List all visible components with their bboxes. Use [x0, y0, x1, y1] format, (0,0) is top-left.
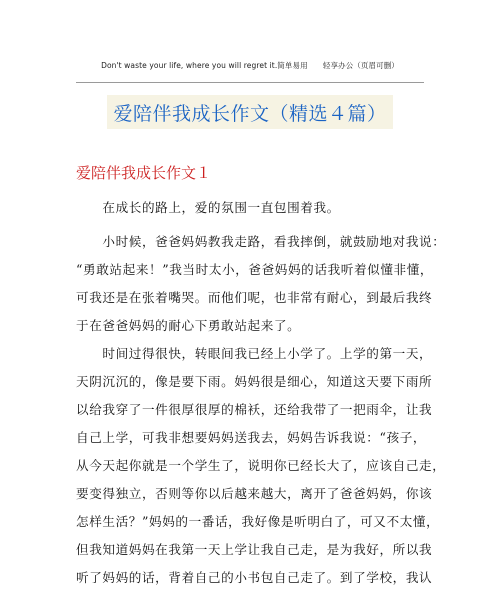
paragraph-line: 以给我穿了一件很厚很厚的棉袄，还给我带了一把雨伞，让我 — [76, 402, 433, 417]
paragraph-line: 怎样生活？”妈妈的一番话，我好像是听明白了，可又不太懂， — [76, 514, 440, 529]
paragraph-1 — [76, 194, 426, 222]
paragraph-2 — [76, 228, 446, 340]
paragraph-3 — [76, 340, 446, 592]
header-divider — [76, 82, 424, 83]
paragraph-line: 于在爸爸妈妈的耐心下勇敢站起来了。 — [76, 318, 301, 333]
paragraph-line: 但我知道妈妈在我第一天上学让我自己走，是为我好，所以我 — [76, 542, 433, 557]
paragraph-line: 要变得独立，否则等你以后越来越大，离开了爸爸妈妈，你该 — [76, 486, 433, 501]
paragraph-line: 自己上学，可我非想要妈妈送我去，妈妈告诉我说：“孩子， — [76, 430, 427, 445]
page-header-note: Don't waste your life, where you will regret it.简单易用 轻享办公（页眉可删） — [101, 61, 399, 70]
paragraph-line: “勇敢站起来！”我当时太小，爸爸妈妈的话我听着似懂非懂， — [76, 262, 434, 277]
paragraph-line: 在成长的路上，爱的氛围一直包围着我。 — [76, 200, 340, 215]
section-heading: 爱陪伴我成长作文１ — [76, 164, 212, 182]
paragraph-line: 小时候，爸爸妈妈教我走路，看我摔倒，就鼓励地对我说： — [76, 234, 446, 249]
paragraph-line: 时间过得很快，转眼间我已经上小学了。上学的第一天， — [76, 346, 433, 361]
paragraph-line: 听了妈妈的话，背着自己的小书包自己走了。到了学校，我认 — [76, 570, 433, 585]
paragraph-line: 从今天起你就是一个学生了，说明你已经长大了，应该自己走， — [76, 458, 446, 473]
document-title — [0, 95, 500, 129]
paragraph-line: 可我还是在张着嘴哭。而他们呢，也非常有耐心，到最后我终 — [76, 290, 433, 305]
document-title-text: 爱陪伴我成长作文（精选４篇） — [107, 95, 392, 129]
paragraph-line: 天阴沉沉的，像是要下雨。妈妈很是细心，知道这天要下雨所 — [76, 374, 433, 389]
